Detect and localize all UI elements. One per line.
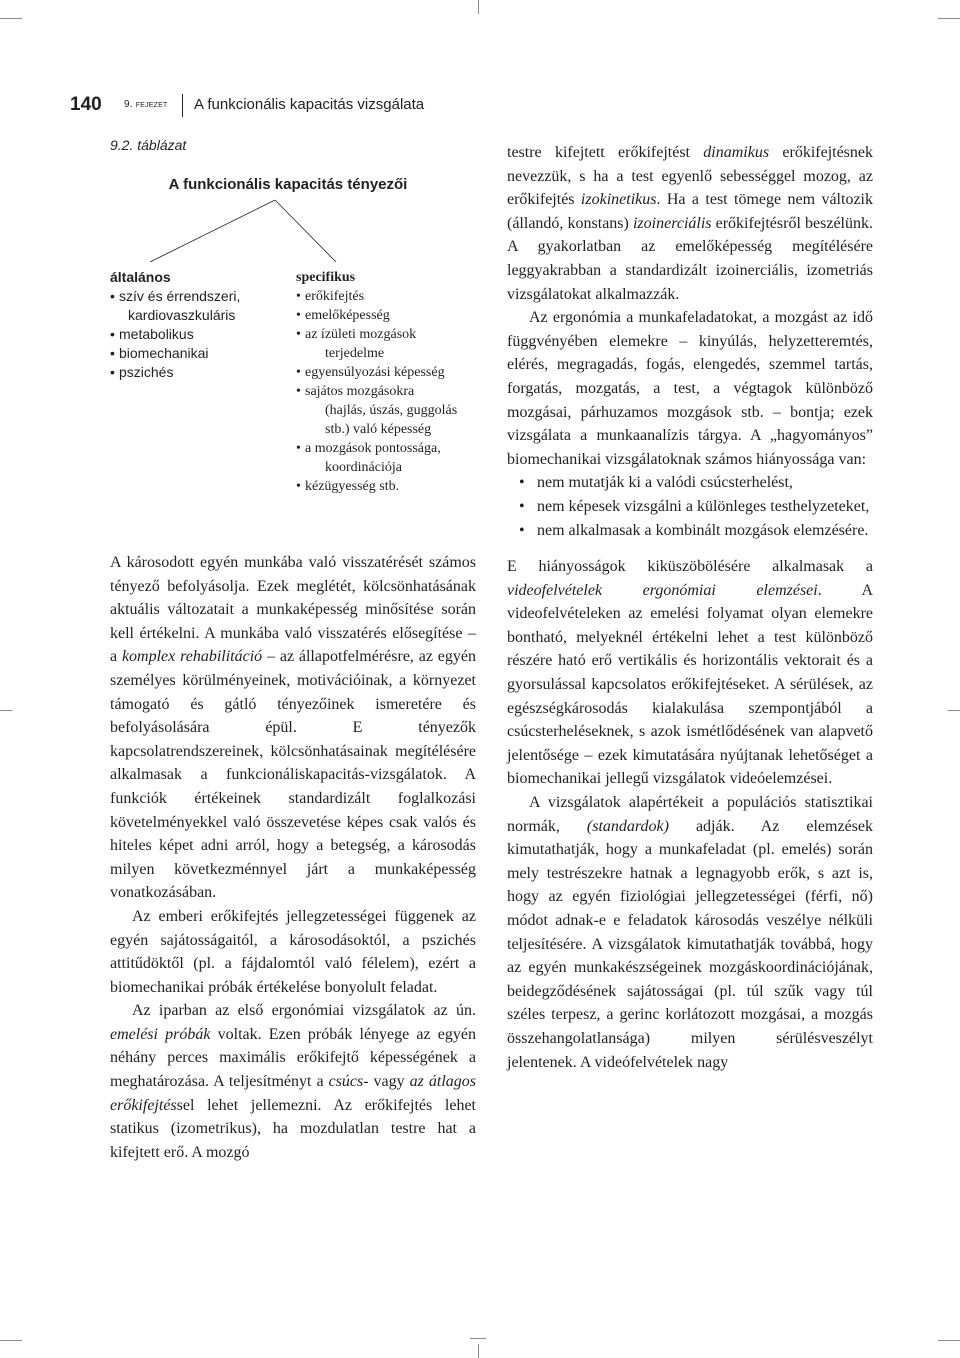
italic-text: (standardok): [586, 817, 669, 835]
list-item: [296, 325, 486, 363]
paragraph: [507, 555, 873, 791]
list-item: [110, 287, 280, 325]
list-item: • nem mutatják ki a valódi csúcsterhelést,: [507, 471, 873, 495]
general-heading: általános: [110, 269, 171, 285]
list-item-text: stb.) való képesség: [325, 422, 432, 437]
text-run: A károsodott egyén munkába való visszatérését számos tényező befolyásolja. Ezek meglétét, kölcsönhatásának aktuális változatait a munkaképesség minősítése során kell értékelni. A munkába való visszatérés elősegítése – a: [110, 554, 476, 666]
text-run: vagy: [368, 1073, 410, 1091]
list-item-text: • szív és érrendszeri,: [119, 288, 241, 304]
tree-line-specific: [275, 200, 336, 262]
chapter-word: FEJEZET: [135, 102, 168, 109]
list-item-text: • pszichés: [119, 364, 174, 380]
italic-text: dinamikus: [703, 144, 770, 161]
specific-heading: specifikus: [296, 270, 356, 285]
left-text-column: [110, 551, 476, 1164]
page-number: 140: [70, 94, 102, 115]
list-item-text: • metabolikus: [119, 326, 194, 342]
text-run: sel lehet jellemezni. Az erőkifejtés lehet statikus (izometrikus), ha mozdulatlan testre hat a kifejtett erő. A mozgó: [110, 1096, 476, 1161]
list-item-text: kardiovaszkuláris: [128, 307, 236, 323]
text-run: E hiányosságok kiküszöbölésére alkalmasak a: [507, 558, 873, 576]
paragraph: [110, 905, 476, 999]
text-run: voltak. Ezen próbák lényege az egyén néhány perces maximális erőkifejtő képességének a meghatározása. A teljesítményt a: [110, 1025, 476, 1091]
text-run: erőkifejtésről beszélünk. A gyakorlatban az emelőképesség megítélésére leggyakrabban a standardizált izoinerciális, izometriás vizsgálatokat alkalmazzák.: [507, 214, 873, 303]
list-item-text: • sajátos mozgásokra: [305, 384, 415, 399]
italic-text: csúcs-: [328, 1073, 369, 1091]
paragraph: [110, 999, 476, 1164]
list-item: [296, 287, 486, 306]
list-item: [110, 325, 280, 344]
paragraph: [110, 551, 476, 905]
list-item-text: terjedelme: [325, 346, 385, 361]
general-list: [110, 287, 280, 382]
list-item: • nem képesek vizsgálni a különleges testhelyzeteket,: [507, 495, 873, 519]
list-item: [296, 306, 486, 325]
table-label: 9.2. táblázat: [110, 137, 187, 153]
list-item: • nem alkalmasak a kombinált mozgások elemzésére.: [507, 519, 873, 543]
text-run: – az állapotfelmérésre, az egyén személyes körülményeinek, motivációinak, a környezet támogató és gátló tényezőinek ismeretére és befolyásolására épül. E tényezők kapcsolatrendszereinek, kölcsönhatásainak megítélésére alkalmasak a funkcionáliskapacitás-vizsgálatok. A funkciók értékeinek standardizált foglalkozási követelményekkel való összevetése képes csak valós és hiteles képet adni arról, hogy a betegség, a károsodás milyen következménnyel járt a munkaképesség vonatkozásában.: [110, 648, 477, 902]
bullet-list: [507, 471, 873, 542]
text-run: Az iparban az első ergonómiai vizsgálatok az ún.: [132, 1002, 476, 1020]
list-item-text: • egyensúlyozási képesség: [305, 365, 445, 380]
right-text-column: [507, 141, 873, 1074]
italic-text: izoinerciális: [632, 214, 712, 232]
general-factors: [110, 268, 280, 382]
italic-text: az átlagos erőkifejtés: [110, 1073, 476, 1114]
text-run: . Ha a test tömege nem változik (állandó, konstans): [507, 191, 873, 232]
list-item-text: (hajlás, úszás, guggolás: [325, 403, 458, 418]
text-run: . A videofelvételeken az emelési folyamat olyan elemekre bontható, melyeknél értékelni lehet a test különböző részére ható erő vertikális és horizontális vektorait és a gyorsulással kapcsolatos erőkifejtéseket. A sérülések, az egészségkárosodás kialakulása szempontjából a csúcsterheléseknek, s azok ismétlődésének van alapvető jelentősége – ezek kimutatására nyújtanak lehetőséget a biomechanikai jellegű vizsgálatok videóelemzései.: [507, 581, 874, 788]
specific-list: [296, 287, 486, 496]
list-item: [296, 439, 486, 477]
italic-text: emelési próbák: [110, 1025, 211, 1043]
running-title: A funkcionális kapacitás vizsgálata: [194, 96, 425, 113]
chapter-number: 9.: [124, 99, 133, 110]
list-item-text: • biomechanikai: [119, 345, 209, 361]
text-run: A vizsgálatok alapértékeit a populációs statisztikai normák,: [507, 794, 873, 835]
list-item-text: • erőkifejtés: [305, 289, 365, 304]
italic-text: videofelvételek ergonómiai elemzései: [507, 581, 818, 599]
list-item-text: koordinációja: [325, 460, 402, 475]
text-run: Az emberi erőkifejtés jellegzetességei függenek az egyén sajátosságaitól, a károsodásoktól, a pszichés attitűdöktől (pl. a fájdalomtól való félelem), ezért a biomechanikai próbák értékelése bonyolult feladat.: [110, 907, 476, 996]
list-item: [296, 477, 486, 496]
italic-text: izokinetikus: [580, 191, 657, 209]
tree-line-general: [150, 200, 275, 262]
table-title: A funkcionális kapacitás tényezői: [168, 176, 408, 193]
list-item: [296, 363, 486, 382]
list-item-text: • a mozgások pontossága,: [305, 441, 441, 456]
list-item: [110, 363, 280, 382]
list-item-text: • az ízületi mozgások: [305, 327, 417, 342]
list-item: [110, 344, 280, 363]
list-item-text: • kézügyesség stb.: [305, 479, 400, 494]
text-run: erőkifejtésnek nevezzük, s ha a test egyenlő sebességgel mozog, az erőkifejtés: [507, 144, 874, 209]
text-run: adják. Az elemzések kimutathatják, hogy a munkafeladat (pl. emelés) során mely testrészekre hatnak a legnagyobb erők, s azt is, hogy az egyén fiziológiai jellegzetességei (férfi, nő) módot adnak-e e feladatok károsodás veszélye nélküli teljesítésére. A vizsgálatok kimutathatják továbbá, hogy az egyén munkakészségeinek mozgáskoordinációjának, beidegződésének sajátosságai (pl. túl szűk vagy túl széles terpesz, a gerinc korlátozott mozgásai, a mozgás összehangolatlansága) milyen sérülésveszélyt jelentenek. A videófelvételek nagy: [507, 817, 874, 1071]
list-item-text: • emelőképesség: [305, 308, 390, 323]
italic-text: komplex rehabilitáció: [121, 648, 263, 666]
specific-factors: [296, 268, 486, 496]
paragraph: [507, 791, 873, 1074]
text-run: testre kifejtett erőkifejtést: [507, 144, 704, 161]
paragraph: [507, 141, 873, 306]
paragraph: [507, 306, 873, 471]
list-item: [296, 382, 486, 439]
text-run: Az ergonómia a munkafeladatokat, a mozgást az idő függvényében elemekre – kinyúlás, helyzetteremtés, elérés, megragadás, fogás, elengedés, szemmel tartás, forgatás, mozgatás, a test, a végtagok különböző mozgásai, párhuzamos mozgások stb. – bontja; ezek vizsgálata a munkaanalízis tárgya. A „hagyományos” biomechanikai vizsgálatoknak számos hiányossága van:: [507, 309, 873, 468]
